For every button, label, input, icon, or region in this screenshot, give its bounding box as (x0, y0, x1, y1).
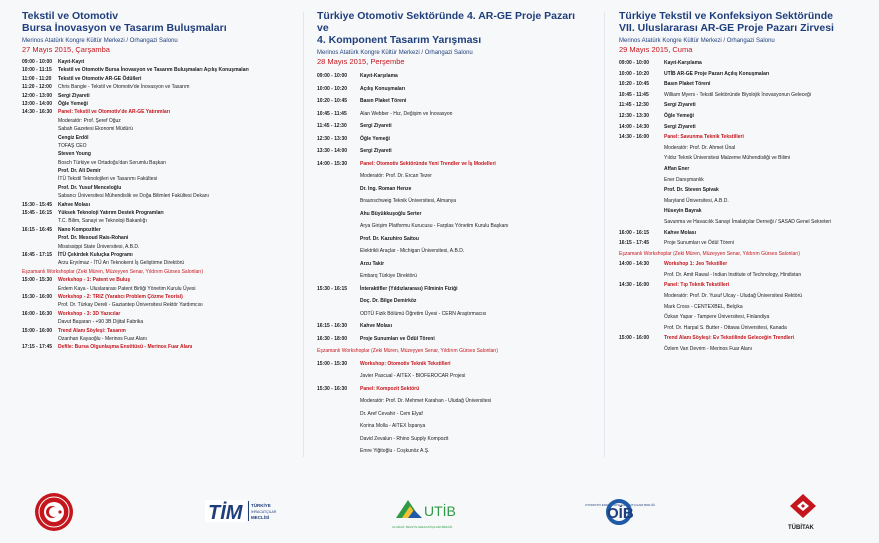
schedule-row (619, 196, 869, 207)
schedule-time: 10:00 - 10:20 (619, 70, 650, 77)
schedule-time: 16:30 - 18:00 (317, 335, 348, 342)
schedule-time: 12:00 - 13:00 (22, 92, 53, 99)
utib-logo (392, 494, 464, 532)
schedule-time: 14:30 - 16:30 (22, 109, 53, 116)
schedule-row (619, 312, 869, 323)
day-1-column (22, 10, 284, 352)
schedule-row (619, 238, 869, 249)
schedule-item: Alan Webber - Hız, Değişim ve İnovasyon (360, 110, 453, 117)
schedule-row (22, 108, 284, 116)
schedule-row (317, 220, 587, 233)
schedule-item: Sergi Ziyareti (664, 102, 696, 109)
schedule-time: 14:00 - 15:30 (317, 160, 348, 167)
schedule-time: 09:00 - 10:00 (317, 73, 348, 79)
day-1-title-line-2: Bursa İnovasyon ve Tasarım Buluşmaları (22, 22, 227, 34)
schedule-row (22, 209, 284, 217)
schedule-item: Maryland Üniversitesi, A.B.D. (664, 197, 729, 204)
tubitak-logo-text: TÜBİTAK (788, 525, 814, 531)
schedule-time: 10:20 - 10:45 (317, 98, 348, 104)
column-divider (303, 12, 304, 457)
schedule-item: David Zevalun - Rhino Supply Kompozit (360, 435, 449, 442)
tim-logo-sub-1: TÜRKİYE (251, 503, 271, 508)
schedule-row (22, 226, 284, 234)
schedule-time: 16:00 - 16:30 (22, 310, 53, 317)
schedule-item: Ener Danışmanlık (664, 176, 704, 183)
day-3-schedule (619, 58, 869, 355)
day-3-title-line-2: VII. Uluslararası AR-GE Proje Pazarı Zirvesi (619, 22, 834, 34)
schedule-time: 09:00 - 10:00 (619, 60, 650, 66)
schedule-time: 12:30 - 13:30 (317, 135, 348, 142)
schedule-row (317, 145, 587, 158)
schedule-row (619, 302, 869, 313)
schedule-row (619, 270, 869, 281)
schedule-item: Moderatör: Prof. Dr. Ahmet Ünal (664, 144, 736, 151)
schedule-item: Bosch Türkiye ve Ortadoğu'dan Sorumlu Başkan (58, 159, 166, 166)
schedule-item: Prof. Dr. Amit Rawal - Indian Institute of Technology, Hindistan (664, 271, 802, 278)
oib-logo-sub: OTOMOTİV ENDÜSTRİSİ İHRACATÇILARI BİRLİĞİ (585, 503, 655, 507)
schedule-row (317, 345, 587, 358)
schedule-time: 10:00 - 10:20 (317, 85, 348, 92)
schedule-item: Sergi Ziyareti (360, 148, 392, 154)
schedule-row (22, 75, 284, 83)
day-1-schedule (22, 58, 284, 352)
schedule-row (619, 111, 869, 122)
schedule-item: İTÜ Tekstil Teknolojileri ve Tasarımı Fakültesi (58, 176, 158, 183)
schedule-time: 11:45 - 12:30 (619, 102, 649, 109)
schedule-item: Sergi Ziyareti (58, 92, 90, 99)
schedule-time: 11:45 - 12:30 (317, 123, 347, 129)
day-3-venue: Merinos Atatürk Kongre Kültür Merkezi / Orhangazi Salonu (619, 38, 775, 44)
tubitak-logo (786, 492, 820, 532)
schedule-row (22, 251, 284, 259)
schedule-item: Prof. Dr. Steven Spivak (664, 187, 719, 194)
schedule-item: Panel: Tekstil ve Otomotiv'de AR-GE Yatırımları (58, 109, 170, 116)
schedule-item: Sabancı Üniversitesi Mühendislik ve Doğa Bilimleri Fakültesi Dekanı (58, 193, 209, 200)
day-3-title (619, 10, 869, 34)
schedule-item: TOFAŞ CEO (58, 142, 87, 149)
day-2-title-line-2: 4. Komponent Tasarım Yarışması (317, 34, 482, 46)
schedule-item: Moderatör: Prof. Dr. Ercan Tezer (360, 173, 432, 179)
schedule-row (22, 234, 284, 242)
schedule-row (317, 270, 587, 283)
day-3-title-line-1: Türkiye Tekstil ve Konfeksiyon Sektöründe (619, 10, 833, 22)
schedule-item: Moderatör: Prof. Dr. Mehmet Karahan - Uludağ Üniversitesi (360, 398, 492, 404)
schedule-row (619, 58, 869, 69)
schedule-row (22, 83, 284, 91)
schedule-row (22, 92, 284, 100)
schedule-row (317, 333, 587, 346)
schedule-row (22, 175, 284, 183)
schedule-item: Prof. Dr. Türkay Dereli - Gaziantep Üniversitesi Rektör Yardımcısı (58, 302, 203, 309)
schedule-row (22, 159, 284, 167)
schedule-row (317, 358, 587, 371)
schedule-time: 09:00 - 10:00 (22, 59, 53, 65)
tim-logo-sub-2: İHRACATÇILAR (251, 510, 277, 514)
schedule-row (317, 208, 587, 221)
schedule-row (317, 433, 587, 446)
schedule-row (22, 318, 284, 326)
schedule-time: 16:15 - 16:45 (22, 226, 53, 233)
schedule-item: Kayıt-Karşılama (360, 73, 398, 79)
schedule-row (22, 100, 284, 108)
schedule-item: Arzu Eryılmaz - İTÜ Arı Teknokent İş Geliştirme Direktörü (58, 260, 185, 267)
schedule-row (317, 370, 587, 383)
schedule-item: Javier Pascual - AITEX - BIOFEROCAR Projesi (360, 373, 466, 379)
schedule-row (22, 276, 284, 284)
schedule-item: Workshop 1: Jeo Tekstiller (664, 261, 728, 268)
schedule-row (317, 408, 587, 421)
schedule-row (317, 445, 587, 458)
oib-logo (585, 494, 655, 528)
schedule-item: Doç. Dr. Bilge Demirköz (360, 298, 417, 304)
schedule-row (317, 70, 587, 83)
schedule-item: UTİB AR-GE Proje Pazarı Açılış Konuşmaları (664, 70, 770, 77)
schedule-item: Workshop - 1: Patent ve Buluş (58, 277, 131, 284)
schedule-row (619, 206, 869, 217)
tim-logo-sub-3: MECLİSİ (251, 515, 270, 520)
schedule-row (317, 295, 587, 308)
schedule-row (22, 293, 284, 301)
schedule-row (619, 153, 869, 164)
schedule-item: Eşzamanlı Workshoplar (Zeki Müren, Müzeyyen Senar, Yıldırım Gürses Salonları) (22, 268, 203, 275)
schedule-item: İnteraktifler (Yıldızlararası) Filminin Fiziği (360, 285, 458, 292)
schedule-item: Proje Sunumları ve Ödül Töreni (360, 335, 435, 342)
schedule-row (22, 285, 284, 293)
column-divider (604, 12, 605, 457)
schedule-row (317, 158, 587, 171)
utib-logo-text: UTİB (424, 503, 456, 519)
schedule-row (22, 268, 284, 276)
schedule-item: Chris Bangle - Tekstil ve Otomotiv'de İnovasyon ve Tasarım (58, 84, 190, 91)
sponsor-logos (0, 482, 879, 542)
schedule-row (317, 195, 587, 208)
schedule-item: Eşzamanlı Workshoplar (Zeki Müren, Müzeyyen Senar, Yıldırım Gürses Salonları) (619, 250, 800, 257)
schedule-row (22, 66, 284, 74)
schedule-item: Arya Girişim Platformu Kurucusu - Farplas Yönetim Kurulu Başkanı (360, 223, 509, 229)
schedule-item: Ozanhan Kayaoğlu - Merinos Fuar Alanı (58, 335, 147, 342)
schedule-row (22, 259, 284, 267)
schedule-row (619, 323, 869, 334)
schedule-row (317, 183, 587, 196)
schedule-item: ODTÜ Fizik Bölümü Öğretim Üyesi - CERN Araştırmacısı (360, 310, 487, 317)
schedule-item: Braunschweig Teknik Üniversitesi, Almanya (360, 198, 457, 204)
schedule-item: Sabah Gazetesi Ekonomi Müdürü (58, 126, 133, 133)
schedule-time: 10:45 - 11:45 (317, 110, 347, 117)
schedule-row (22, 142, 284, 150)
schedule-row (22, 217, 284, 225)
schedule-row (317, 108, 587, 121)
schedule-item: Mississippi State Üniversitesi, A.B.D. (58, 243, 140, 250)
schedule-item: Öğle Yemeği (664, 112, 694, 119)
schedule-item: Prof. Dr. Kazuhiro Saitou (360, 235, 419, 242)
schedule-item: Trend Alanı Söyleşi: Tasarım (58, 327, 126, 334)
schedule-item: Hüseyin Bayrak (664, 208, 702, 215)
schedule-time: 13:00 - 14:00 (22, 100, 53, 107)
schedule-time: 15:30 - 16:30 (317, 385, 348, 392)
schedule-row (22, 58, 284, 66)
day-1-title-line-1: Tekstil ve Otomotiv (22, 10, 119, 22)
schedule-item: Panel: Kompozit Sektörü (360, 385, 420, 392)
schedule-row (22, 343, 284, 351)
schedule-item: Mark Cross - CENTEXBEL, Belçika (664, 303, 743, 310)
schedule-row (22, 117, 284, 125)
tim-logo (205, 498, 277, 526)
schedule-item: Emre Yiğitoğlu - Coşkunöz A.Ş. (360, 448, 430, 454)
schedule-row (619, 217, 869, 228)
day-1-date: 27 Mayıs 2015, Çarşamba (22, 45, 110, 54)
schedule-item: Özkan Yapar - Tampere Üniversitesi, Finlandiya (664, 314, 770, 321)
schedule-row (317, 170, 587, 183)
schedule-item: Kahve Molası (664, 229, 696, 236)
schedule-item: Dr. Ing. Roman Henze (360, 185, 412, 192)
schedule-row (22, 301, 284, 309)
schedule-item: Basın Plaket Töreni (664, 81, 711, 88)
schedule-item: Trend Alanı Söyleşi: Ev Tekstilinde Geleceğin Trendleri (664, 335, 795, 342)
utib-logo-sub: ULUDAĞ TEKSTİL İHRACATÇILARI BİRLİĞİ (392, 525, 453, 529)
schedule-row (619, 259, 869, 270)
schedule-row (619, 79, 869, 90)
schedule-item: Prof. Dr. Ali Demir (58, 168, 101, 175)
schedule-row (317, 308, 587, 321)
schedule-item: Prof. Dr. Mesoud Rais-Rohani (58, 235, 129, 242)
schedule-row (619, 280, 869, 291)
schedule-item: Panel: Tıp Teknik Tekstilleri (664, 282, 730, 289)
day-3-date: 29 Mayıs 2015, Cuma (619, 45, 693, 54)
schedule-row (317, 83, 587, 96)
schedule-item: T.C. Bilim, Sanayi ve Teknoloji Bakanlığı (58, 218, 147, 225)
schedule-row (619, 90, 869, 101)
schedule-time: 16:00 - 16:15 (619, 229, 650, 236)
schedule-item: Yüksek Teknoloji Yatırım Destek Programları (58, 210, 164, 217)
schedule-item: Savunma ve Havacılık Sanayi İmalatçılar Derneği / SASAD Genel Sekreteri (664, 218, 832, 225)
schedule-time: 13:30 - 14:00 (317, 148, 348, 154)
schedule-row (619, 228, 869, 239)
schedule-item: Öğle Yemeği (360, 135, 390, 142)
schedule-item: İTÜ Çekirdek Kuluçka Programı (58, 251, 133, 258)
schedule-item: Yıldız Teknik Üniversitesi Malzeme Mühendisliği ve Bilimi (664, 155, 791, 162)
schedule-item: Workshop - 3: 3D Yazıcılar (58, 310, 121, 317)
schedule-item: Basın Plaket Töreni (360, 98, 407, 104)
day-2-title-line-1: Türkiye Otomotiv Sektöründe 4. AR-GE Proje Pazarı ve (317, 10, 576, 34)
schedule-row (619, 333, 869, 344)
schedule-item: Prof. Dr. Yusuf Menceloğlu (58, 184, 122, 191)
schedule-row (317, 258, 587, 271)
schedule-row (317, 283, 587, 296)
schedule-item: Moderatör: Prof. Dr. Yusuf Ulcay - Uludağ Üniversitesi Rektörü (664, 293, 803, 300)
schedule-time: 17:15 - 17:45 (22, 344, 53, 351)
schedule-item: Kayıt-Kayıt (58, 59, 85, 65)
schedule-time: 15:30 - 16:15 (317, 285, 348, 292)
schedule-time: 15:00 - 16:00 (619, 335, 650, 342)
schedule-item: Kahve Molası (360, 323, 392, 329)
schedule-time: 14:30 - 16:00 (619, 282, 650, 289)
seal-logo (34, 492, 74, 532)
schedule-row (317, 320, 587, 333)
schedule-row (619, 122, 869, 133)
day-1-venue: Merinos Atatürk Kongre Kültür Merkezi / Orhangazi Salonu (22, 38, 178, 44)
schedule-row (22, 134, 284, 142)
schedule-row (22, 125, 284, 133)
schedule-time: 12:30 - 13:30 (619, 112, 650, 119)
schedule-row (619, 132, 869, 143)
schedule-item: Özlem Van Devrim - Merinos Fuar Alanı (664, 346, 752, 353)
schedule-item: Dr. Aref Cevahir - Cem Elyaf (360, 410, 423, 417)
schedule-item: Öğle Yemeği (58, 100, 88, 107)
schedule-row (317, 233, 587, 246)
schedule-row (619, 164, 869, 175)
schedule-item: Cengiz Erdöl (58, 134, 89, 141)
schedule-row (22, 184, 284, 192)
schedule-row (22, 150, 284, 158)
schedule-item: Tekstil ve Otomotiv Bursa İnovasyon ve Tasarım Buluşmaları Açılış Konuşmaları (58, 67, 249, 74)
day-2-schedule (317, 70, 587, 458)
schedule-item: Elektrikli Araçlar - Michigan Üniversitesi, A.B.D. (360, 248, 465, 254)
schedule-time: 14:00 - 14:30 (619, 261, 650, 268)
schedule-item: Sergi Ziyareti (360, 123, 392, 129)
schedule-row (619, 249, 869, 260)
schedule-time: 10:00 - 11:15 (22, 67, 52, 74)
schedule-item: Davut Başaran - +90 3B Dijital Fabrika (58, 319, 144, 326)
day-1-title (22, 10, 284, 34)
schedule-row (317, 95, 587, 108)
schedule-item: Açılış Konuşmaları (360, 85, 406, 92)
schedule-item: Prof. Dr. Harpal S. Butter - Ottawa Üniversitesi, Kanada (664, 324, 787, 331)
schedule-row (22, 243, 284, 251)
schedule-time: 15:45 - 16:15 (22, 210, 53, 217)
day-3-column (619, 10, 869, 355)
schedule-item: Ahu Büyükkuşoğlu Serter (360, 210, 422, 217)
schedule-time: 15:30 - 16:00 (22, 293, 53, 300)
schedule-time: 15:00 - 15:30 (22, 277, 53, 284)
schedule-row (317, 420, 587, 433)
schedule-time: 16:45 - 17:15 (22, 251, 53, 258)
schedule-item: Sergi Ziyareti (664, 123, 696, 130)
oib-logo-text: OİB (607, 505, 634, 522)
schedule-item: Workshop - 2: TRIZ (Yaratıcı Problem Çözme Teorisi) (58, 293, 183, 300)
day-2-title (317, 10, 587, 46)
schedule-time: 15:30 - 15:45 (22, 201, 53, 208)
schedule-row (619, 185, 869, 196)
schedule-time: 16:15 - 17:45 (619, 240, 650, 247)
schedule-time: 10:20 - 10:45 (619, 81, 650, 88)
schedule-item: Nano Kompozitler (58, 226, 101, 233)
schedule-row (619, 143, 869, 154)
schedule-row (619, 100, 869, 111)
day-2-date: 28 Mayıs 2015, Perşembe (317, 57, 405, 66)
schedule-row (22, 167, 284, 175)
schedule-row (317, 383, 587, 396)
schedule-row (317, 133, 587, 146)
schedule-row (317, 245, 587, 258)
schedule-item: Defile: Bursa Olgunlaşma Enstitüsü - Merinos Fuar Alanı (58, 344, 193, 351)
schedule-time: 16:15 - 16:30 (317, 323, 348, 329)
schedule-row (22, 327, 284, 335)
schedule-time: 15:00 - 16:00 (22, 327, 53, 334)
schedule-time: 11:20 - 12:00 (22, 84, 52, 91)
schedule-item: Workshop: Otomotiv Teknik Tekstilleri (360, 360, 451, 367)
schedule-time: 10:45 - 11:45 (619, 91, 649, 98)
schedule-time: 15:00 - 15:30 (317, 360, 348, 367)
schedule-item: Erdem Kaya - Uluslararası Patent Birliği Yönetim Kurulu Üyesi (58, 285, 196, 292)
schedule-row (22, 192, 284, 200)
schedule-item: Embarq Türkiye Direktörü (360, 273, 417, 279)
schedule-row (619, 69, 869, 80)
schedule-item: William Myers - Tekstil Sektöründe Biyolojik İnovasyonun Geleceği (664, 91, 811, 98)
schedule-item: Steven Young (58, 151, 91, 158)
schedule-row (619, 175, 869, 186)
schedule-item: Eşzamanlı Workshoplar (Zeki Müren, Müzeyyen Senar, Yıldırım Gürses Salonları) (317, 348, 498, 354)
schedule-row (619, 344, 869, 355)
schedule-item: Arzu Takir (360, 260, 385, 267)
schedule-row (317, 395, 587, 408)
schedule-time: 11:00 - 11:20 (22, 75, 52, 82)
schedule-item: Affan Ener (664, 165, 690, 172)
schedule-time: 14:00 - 14:30 (619, 123, 650, 130)
schedule-row (317, 120, 587, 133)
day-2-column (317, 10, 587, 458)
schedule-time: 14:30 - 16:00 (619, 134, 650, 141)
schedule-row (619, 291, 869, 302)
schedule-row (22, 310, 284, 318)
schedule-item: Moderatör: Prof. Şeref Oğuz (58, 117, 121, 124)
schedule-item: Kahve Molası (58, 201, 90, 208)
tim-logo-text: TİM (208, 502, 243, 524)
schedule-item: Panel: Savunma Teknik Tekstilleri (664, 134, 744, 141)
schedule-item: Tekstil ve Otomotiv AR-GE Ödülleri (58, 75, 142, 82)
schedule-row (22, 335, 284, 343)
schedule-row (22, 201, 284, 209)
schedule-item: Korina Molla - AITEX İspanya (360, 423, 426, 429)
schedule-item: Kayıt-Karşılama (664, 60, 702, 66)
schedule-item: Panel: Otomotiv Sektöründe Yeni Trendler ve İş Modelleri (360, 160, 496, 167)
day-2-venue: Merinos Atatürk Kongre Kültür Merkezi / Orhangazi Salonu (317, 50, 473, 56)
schedule-item: Proje Sunumları ve Ödül Töreni (664, 240, 734, 247)
